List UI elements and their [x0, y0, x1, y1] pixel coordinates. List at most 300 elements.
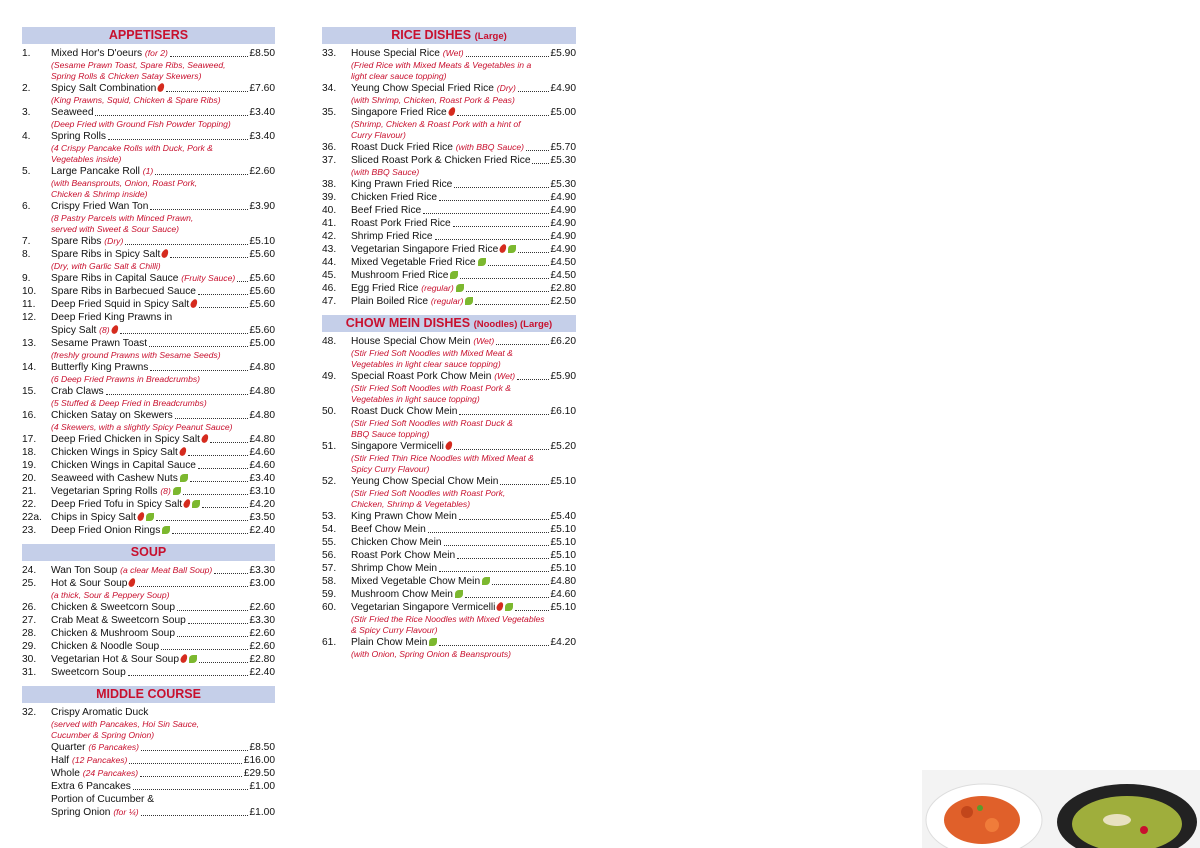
vegetarian-leaf-icon	[180, 474, 188, 482]
item-number: 35.	[322, 107, 337, 118]
item-name	[51, 433, 208, 446]
item-description: Vegetables in light clear sauce topping)	[351, 359, 501, 369]
item-number: 37.	[322, 155, 337, 166]
item-name	[51, 272, 235, 285]
item-body	[351, 536, 576, 549]
item-body	[351, 154, 576, 167]
item-price: £4.60	[249, 460, 275, 471]
item-name-text: Vegetarian Singapore Fried Rice	[351, 244, 499, 255]
menu-item	[22, 272, 275, 285]
item-body	[351, 256, 576, 269]
item-name-text: Mixed Vegetable Fried Rice	[351, 257, 476, 268]
menu-item	[322, 217, 576, 230]
leader-dots	[141, 750, 247, 751]
leader-dots	[517, 379, 548, 380]
item-body	[51, 285, 275, 298]
item-name-text: House Special Rice	[351, 48, 440, 59]
leader-dots	[155, 174, 247, 175]
item-price: £5.60	[249, 299, 275, 310]
item-number: 33.	[322, 48, 337, 59]
leader-dots	[439, 571, 548, 572]
item-name	[351, 370, 515, 383]
item-note: (8)	[160, 486, 171, 496]
menu-item	[322, 575, 576, 588]
item-price: £5.10	[550, 537, 576, 548]
item-name-text: Spare Ribs in Capital Sauce	[51, 273, 179, 284]
item-body	[351, 106, 576, 119]
item-name-text: Chicken Chow Mein	[351, 537, 442, 548]
leader-dots	[149, 346, 247, 347]
item-name	[51, 627, 175, 640]
item-name-text: Sesame Prawn Toast	[51, 338, 148, 349]
menu-item	[22, 130, 275, 143]
item-price: £2.80	[550, 283, 576, 294]
menu-item	[22, 433, 275, 446]
leader-dots	[466, 56, 549, 57]
item-price: £4.80	[249, 434, 275, 445]
leader-dots	[439, 645, 548, 646]
item-price: £3.50	[249, 512, 275, 523]
item-price: £7.60	[249, 83, 275, 94]
item-name-text: Roast Pork Chow Mein	[351, 550, 456, 561]
leader-dots	[95, 115, 247, 116]
item-number: 24.	[22, 565, 37, 576]
menu-item	[22, 614, 275, 627]
leader-dots	[435, 239, 549, 240]
item-price: £3.40	[249, 107, 275, 118]
item-name	[51, 806, 139, 819]
item-name-text: Plain Chow Mein	[351, 637, 428, 648]
item-description: (Dry, with Garlic Salt & Chilli)	[51, 261, 161, 271]
item-description: Cucumber & Spring Onion)	[51, 730, 155, 740]
item-number: 57.	[322, 563, 337, 574]
item-name	[51, 165, 153, 178]
item-number: 23.	[22, 525, 37, 536]
item-body	[51, 498, 275, 511]
leader-dots	[459, 519, 549, 520]
item-name	[51, 385, 104, 398]
item-number: 6.	[22, 201, 31, 212]
menu-column-4	[922, 0, 1178, 848]
item-price: £2.40	[249, 667, 275, 678]
item-note: (Wet)	[442, 48, 464, 58]
item-number: 18.	[22, 447, 37, 458]
item-name-text: Spicy Salt Combination	[51, 83, 157, 94]
item-name-text: Chicken Wings in Spicy Salt	[51, 447, 178, 458]
leader-dots	[496, 344, 548, 345]
item-body	[51, 446, 275, 459]
item-price: £3.10	[249, 486, 275, 497]
menu-item	[22, 47, 275, 60]
item-body	[351, 440, 576, 453]
item-body	[51, 385, 275, 398]
item-number: 2.	[22, 83, 31, 94]
leader-dots	[210, 442, 248, 443]
item-number: 21.	[22, 486, 37, 497]
item-name-text: Spicy Salt	[51, 325, 97, 336]
item-body	[351, 510, 576, 523]
section-header	[322, 27, 576, 44]
item-number: 30.	[22, 654, 37, 665]
item-name	[351, 256, 486, 269]
vegetarian-leaf-icon	[482, 577, 490, 585]
chilli-icon	[128, 577, 137, 588]
leader-dots	[108, 139, 248, 140]
item-name	[351, 588, 463, 601]
menu-item	[22, 577, 275, 590]
item-number: 20.	[22, 473, 37, 484]
item-price: £5.60	[249, 249, 275, 260]
leader-dots	[202, 507, 247, 508]
item-note: (1)	[142, 166, 154, 176]
item-name	[351, 562, 437, 575]
menu-item	[22, 298, 275, 311]
item-name-text: Crab Claws	[51, 386, 104, 397]
item-price: £5.10	[249, 236, 275, 247]
section-middle	[22, 686, 275, 819]
item-body	[351, 204, 576, 217]
menu-item	[322, 510, 576, 523]
item-name-text: Special Roast Pork Chow Mein	[351, 371, 492, 382]
item-number: 4.	[22, 131, 31, 142]
item-number: 17.	[22, 434, 37, 445]
item-name-text: Seaweed with Cashew Nuts	[51, 473, 178, 484]
item-name	[51, 200, 148, 213]
item-body	[51, 433, 275, 446]
leader-dots	[170, 56, 248, 57]
section-title: SOUP	[130, 545, 167, 559]
item-name	[51, 780, 131, 793]
item-number: 19.	[22, 460, 37, 471]
menu-item	[322, 191, 576, 204]
item-body	[51, 666, 275, 679]
item-number: 45.	[322, 270, 337, 281]
item-price: £5.90	[550, 48, 576, 59]
item-description: (Stir Fried Soft Noodles with Mixed Meat &	[351, 348, 513, 358]
item-body	[51, 627, 275, 640]
item-number: 58.	[322, 576, 337, 587]
item-price: £4.80	[249, 386, 275, 397]
item-description: (Stir Fried Soft Noodles with Roast Pork,	[351, 488, 506, 498]
item-name-text: Roast Pork Fried Rice	[351, 218, 451, 229]
leader-dots	[453, 226, 549, 227]
menu-item	[22, 564, 275, 577]
item-note: (Dry)	[496, 83, 516, 93]
item-number: 12.	[22, 312, 37, 323]
section-chowmein	[322, 315, 576, 660]
item-number: 9.	[22, 273, 31, 284]
item-price: £5.70	[550, 142, 576, 153]
leader-dots	[237, 281, 247, 282]
item-description: (Stir Fried Soft Noodles with Roast Duck &	[351, 418, 513, 428]
item-price: £5.00	[550, 107, 576, 118]
chilli-icon	[110, 324, 119, 335]
item-name-text: Spring Rolls	[51, 131, 106, 142]
chilli-icon	[157, 82, 166, 93]
item-name-text: Egg Fried Rice	[351, 283, 419, 294]
menu-item	[322, 256, 576, 269]
item-name	[51, 485, 181, 498]
menu-item	[22, 248, 275, 261]
item-body	[51, 248, 275, 261]
leader-dots	[150, 370, 247, 371]
menu-item	[322, 204, 576, 217]
item-description: (5 Stuffed & Deep Fried in Breadcrumbs)	[51, 398, 207, 408]
item-name-text: Chicken & Mushroom Soup	[51, 628, 176, 639]
item-price: £4.80	[249, 410, 275, 421]
item-price: £4.80	[249, 362, 275, 373]
item-name-text: Crispy Aromatic Duck	[51, 707, 149, 718]
item-name	[351, 440, 452, 453]
menu-item	[22, 706, 275, 719]
vegetarian-leaf-icon	[162, 526, 170, 534]
chilli-icon	[200, 433, 209, 444]
leader-dots	[460, 278, 548, 279]
item-number: 15.	[22, 386, 37, 397]
leader-dots	[454, 449, 549, 450]
menu-item	[22, 472, 275, 485]
item-number: 11.	[22, 299, 36, 310]
item-description: Chicken, Shrimp & Vegetables)	[351, 499, 471, 509]
item-number: 27.	[22, 615, 37, 626]
item-body	[51, 235, 275, 248]
item-body	[51, 767, 275, 780]
item-name	[51, 337, 147, 350]
item-name-text: Butterfly King Prawns	[51, 362, 149, 373]
item-note: (regular)	[421, 283, 454, 293]
leader-dots	[488, 265, 549, 266]
leader-dots	[120, 333, 248, 334]
item-number: 1.	[22, 48, 31, 59]
item-body	[351, 191, 576, 204]
item-price: £5.10	[550, 524, 576, 535]
item-name-text: King Prawn Fried Rice	[351, 179, 453, 190]
menu-item	[322, 562, 576, 575]
item-name-text: Mushroom Chow Mein	[351, 589, 453, 600]
menu-item	[322, 141, 576, 154]
item-price: £4.20	[249, 499, 275, 510]
menu-column-1	[22, 0, 275, 848]
item-description: (a thick, Sour & Peppery Soup)	[51, 590, 170, 600]
item-price: £5.20	[550, 441, 576, 452]
item-note: (Fruity Sauce)	[181, 273, 236, 283]
item-number: 3.	[22, 107, 31, 118]
item-name	[351, 141, 524, 154]
item-name	[351, 282, 464, 295]
item-name	[351, 636, 437, 649]
item-description: (Sesame Prawn Toast, Spare Ribs, Seaweed,	[51, 60, 226, 70]
item-price: £1.00	[249, 807, 275, 818]
item-name-text: Half	[51, 755, 70, 766]
item-body	[351, 370, 576, 383]
food-photo	[922, 770, 1200, 848]
item-description: (with Onion, Spring Onion & Beansprouts)	[351, 649, 512, 659]
item-name-text: Sweetcorn Soup	[51, 667, 126, 678]
item-price: £4.80	[550, 576, 576, 587]
item-body	[51, 298, 275, 311]
vegetarian-leaf-icon	[146, 513, 154, 521]
leader-dots	[492, 584, 548, 585]
item-name	[351, 82, 516, 95]
menu-item	[322, 82, 576, 95]
item-name	[51, 511, 154, 524]
item-body	[51, 165, 275, 178]
item-body	[51, 741, 275, 754]
leader-dots	[188, 455, 248, 456]
item-number: 5.	[22, 166, 31, 177]
item-body	[51, 640, 275, 653]
item-description: (8 Pastry Parcels with Minced Prawn,	[51, 213, 194, 223]
item-number: 22.	[22, 499, 37, 510]
item-description: (with Shrimp, Chicken, Roast Pork & Peas)	[351, 95, 515, 105]
item-name	[51, 47, 168, 60]
item-name	[51, 82, 164, 95]
leader-dots	[515, 610, 548, 611]
item-name-text: Mixed Vegetable Chow Mein	[351, 576, 481, 587]
item-name-text: Spring Onion	[51, 807, 111, 818]
item-number: 53.	[322, 511, 337, 522]
item-number: 41.	[322, 218, 337, 229]
item-name-text: Whole	[51, 768, 80, 779]
item-price: £5.90	[550, 371, 576, 382]
item-description: (freshly ground Prawns with Sesame Seeds)	[51, 350, 221, 360]
section-subtitle: (Noodles) (Large)	[473, 319, 553, 330]
item-description: (with BBQ Sauce)	[351, 167, 420, 177]
leader-dots	[518, 252, 548, 253]
item-name-text: Mixed Hor's D'oeurs	[51, 48, 143, 59]
menu-item	[22, 337, 275, 350]
item-body	[51, 780, 275, 793]
item-name-text: Deep Fried Tofu in Spicy Salt	[51, 499, 183, 510]
item-name-text: Beef Chow Mein	[351, 524, 426, 535]
item-price: £8.50	[249, 48, 275, 59]
item-price: £8.50	[249, 742, 275, 753]
item-name	[51, 298, 197, 311]
item-name	[51, 498, 200, 511]
item-body	[351, 295, 576, 308]
item-body	[51, 272, 275, 285]
item-name-text: Plain Boiled Rice	[351, 296, 429, 307]
item-description: (Stir Fried Thin Rice Noodles with Mixed Meat &	[351, 453, 534, 463]
item-description: (Deep Fried with Ground Fish Powder Topping)	[51, 119, 231, 129]
item-name	[51, 446, 186, 459]
menu-item	[322, 601, 576, 614]
menu-item	[22, 524, 275, 537]
menu-item	[322, 295, 576, 308]
item-name	[351, 178, 452, 191]
item-name-text: Deep Fried Squid in Spicy Salt	[51, 299, 190, 310]
item-body	[351, 549, 576, 562]
menu-item	[22, 409, 275, 422]
item-name-text: Shrimp Chow Mein	[351, 563, 438, 574]
item-price: £29.50	[243, 768, 275, 779]
item-name-text: Deep Fried King Prawns in	[51, 312, 173, 323]
item-name-text: Singapore Fried Rice	[351, 107, 447, 118]
section-header	[322, 315, 576, 332]
menu-item	[22, 767, 275, 780]
item-description: (King Prawns, Squid, Chicken & Spare Ribs)	[51, 95, 221, 105]
item-description: (Stir Fried the Rice Noodles with Mixed Vegetables	[351, 614, 545, 624]
menu-item	[322, 154, 576, 167]
menu-item	[22, 324, 275, 337]
item-name-text: Roast Duck Fried Rice	[351, 142, 453, 153]
item-number: 61.	[322, 637, 337, 648]
item-body	[351, 47, 576, 60]
chilli-icon	[496, 601, 505, 612]
item-body	[351, 82, 576, 95]
item-body	[51, 806, 275, 819]
vegetarian-leaf-icon	[173, 487, 181, 495]
item-price: £4.60	[249, 447, 275, 458]
item-note: (12 Pancakes)	[71, 755, 128, 765]
item-name	[51, 754, 127, 767]
item-number: 22a.	[22, 512, 42, 523]
item-price: £4.90	[550, 192, 576, 203]
chilli-icon	[161, 248, 170, 259]
item-number: 46.	[322, 283, 337, 294]
menu-column-2	[322, 0, 576, 848]
item-name-text: Quarter	[51, 742, 86, 753]
item-number: 54.	[322, 524, 337, 535]
item-description: served with Sweet & Sour Sauce)	[51, 224, 180, 234]
item-body	[351, 243, 576, 256]
item-body	[51, 337, 275, 350]
item-note: (Wet)	[473, 336, 495, 346]
menu-item	[22, 741, 275, 754]
item-name-text: Vegetarian Singapore Vermicelli	[351, 602, 496, 613]
menu-item	[322, 549, 576, 562]
item-note: (regular)	[430, 296, 464, 306]
item-name	[51, 614, 186, 627]
item-body	[51, 311, 275, 324]
chilli-icon	[499, 243, 508, 254]
item-body	[351, 523, 576, 536]
item-body	[351, 575, 576, 588]
item-body	[51, 793, 275, 806]
menu-item	[322, 269, 576, 282]
item-description: Spring Rolls & Chicken Satay Skewers)	[51, 71, 202, 81]
item-name-text: Sliced Roast Pork & Chicken Fried Rice	[351, 155, 531, 166]
item-description: Chicken & Shrimp inside)	[51, 189, 148, 199]
item-description: (Shrimp, Chicken & Roast Pork with a hint of	[351, 119, 521, 129]
leader-dots	[199, 662, 248, 663]
vegetarian-leaf-icon	[455, 590, 463, 598]
item-name	[51, 285, 196, 298]
item-body	[51, 577, 275, 590]
item-description: (served with Pancakes, Hoi Sin Sauce,	[51, 719, 200, 729]
leader-dots	[532, 163, 548, 164]
item-number: 52.	[322, 476, 337, 487]
item-price: £4.90	[550, 231, 576, 242]
item-name	[351, 536, 442, 549]
menu-item	[22, 311, 275, 324]
leader-dots	[141, 815, 248, 816]
item-body	[51, 200, 275, 213]
item-price: £5.60	[249, 273, 275, 284]
item-name-text: Chicken & Noodle Soup	[51, 641, 160, 652]
item-body	[51, 130, 275, 143]
item-name	[351, 549, 455, 562]
item-number: 59.	[322, 589, 337, 600]
item-name	[51, 248, 168, 261]
leader-dots	[454, 187, 548, 188]
leader-dots	[428, 532, 549, 533]
item-price: £4.20	[550, 637, 576, 648]
item-number: 28.	[22, 628, 37, 639]
leader-dots	[439, 200, 548, 201]
item-name-text: Chicken Wings in Capital Sauce	[51, 460, 196, 471]
leader-dots	[459, 414, 548, 415]
